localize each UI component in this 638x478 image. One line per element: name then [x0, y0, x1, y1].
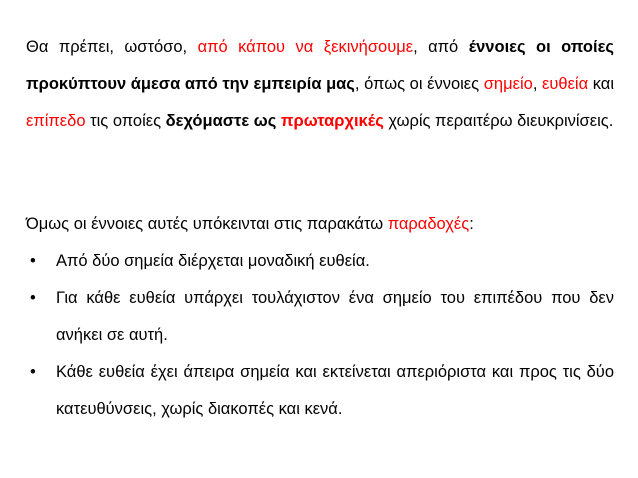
intro-text-4: τις οποίες [85, 112, 166, 130]
intro-comma: , [532, 75, 543, 93]
term-assumptions: παραδοχές [387, 215, 470, 233]
list-item-text: Από δύο σημεία διέρχεται μοναδική ευθεία. [56, 252, 370, 270]
list-item [26, 280, 614, 354]
intro-paragraph [26, 29, 614, 140]
assumptions-colon: : [469, 215, 474, 233]
term-primitive: πρωταρχικές [280, 112, 384, 130]
term-plane: επίπεδο [26, 112, 86, 130]
intro-bold-accept-as: δεχόμαστε ως [165, 112, 281, 130]
intro-and: και [588, 75, 615, 93]
intro-text-5: χωρίς περαιτέρω διευκρινίσεις. [383, 112, 614, 130]
list-item-text: Για κάθε ευθεία υπάρχει τουλάχιστον ένα σημείο του επιπέδου που δεν ανήκει σε αυτή. [56, 289, 614, 344]
list-item [26, 243, 614, 280]
assumptions-text: Όμως οι έννοιες αυτές υπόκεινται στις παρακάτω [26, 215, 388, 233]
bullet-icon: • [30, 289, 36, 307]
assumptions-heading [26, 206, 614, 243]
intro-highlight-start-somewhere: από κάπου να ξεκινήσουμε [197, 38, 414, 56]
intro-text-2: , από [413, 38, 469, 56]
intro-text-1: Θα πρέπει, ωστόσο, [26, 38, 198, 56]
list-item-text: Κάθε ευθεία έχει άπειρα σημεία και εκτείνεται απεριόριστα και προς τις δύο κατευθύνσεις, χωρίς διακοπές και κενά. [56, 363, 614, 418]
term-line: ευθεία [542, 75, 589, 93]
intro-text-3: , όπως οι έννοιες [354, 75, 484, 93]
term-point: σημείο [483, 75, 533, 93]
list-item [26, 354, 614, 428]
assumptions-list [26, 243, 614, 428]
bullet-icon: • [30, 363, 36, 381]
bullet-icon: • [30, 252, 36, 270]
intro-bold-concepts-from-experience: έννοιες οι οποίες προκύπτουν άμεσα από την εμπειρία μας [26, 38, 614, 93]
